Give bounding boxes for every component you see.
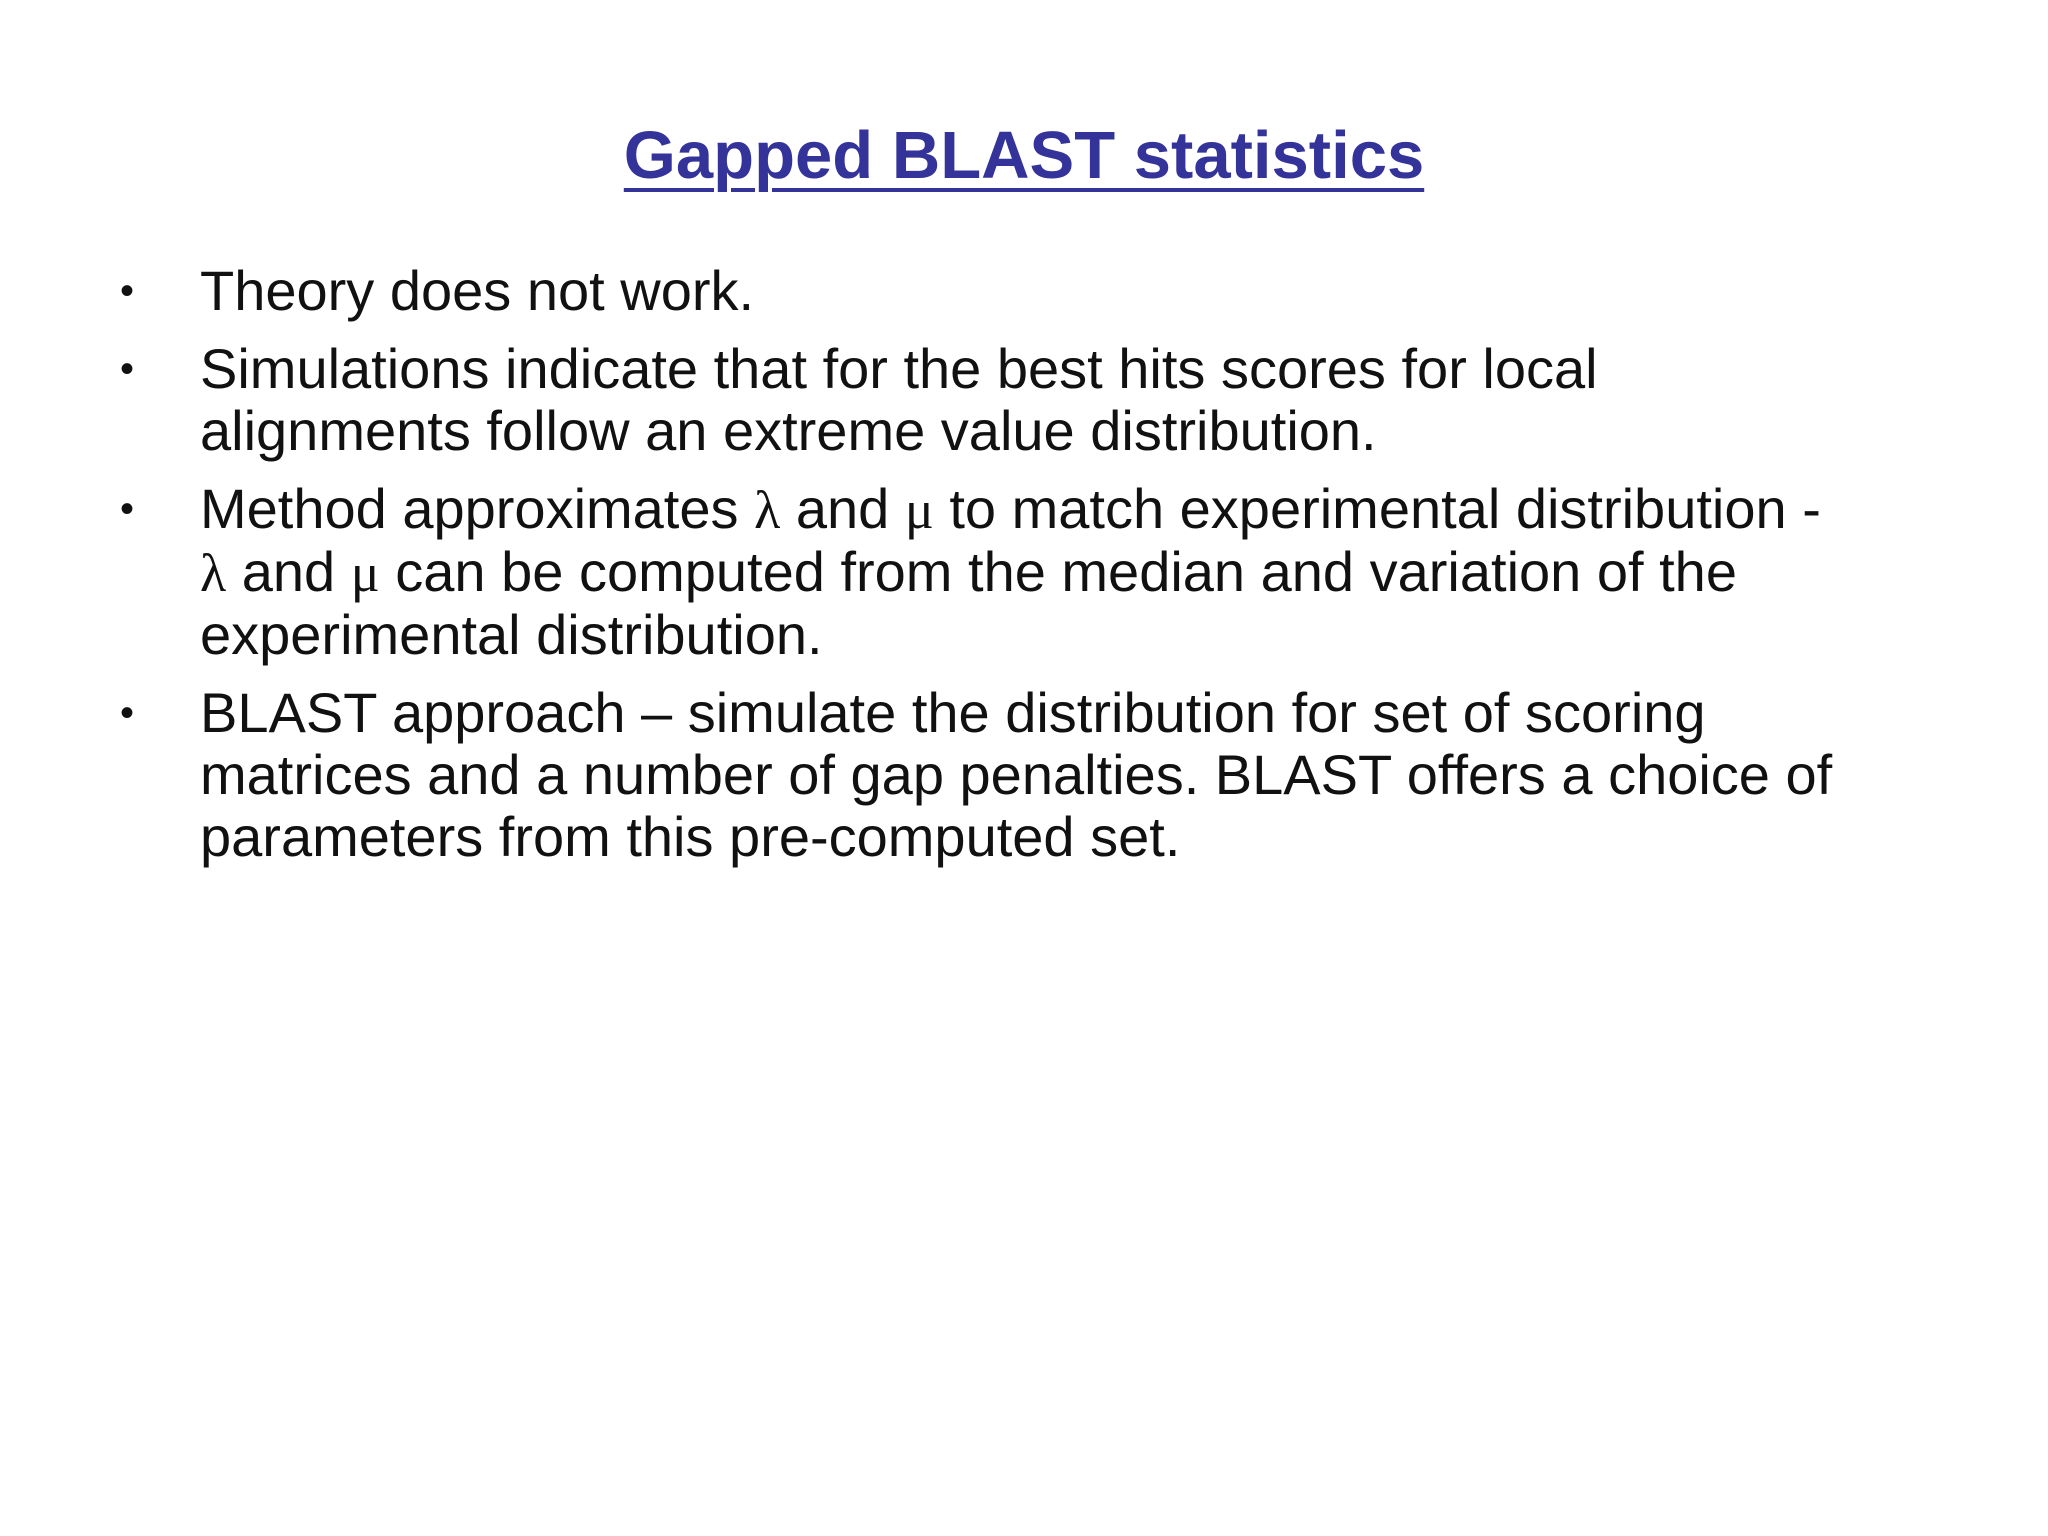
bullet-3-text-b: and [780,477,905,540]
bullet-3-text-d: and [226,540,351,603]
bullet-list [120,260,1940,884]
bullet-glyph: • [120,347,135,391]
mu-symbol: μ [350,543,380,603]
bullet-2-line-2: alignments follow an extreme value distribution. [200,399,1377,462]
bullet-3-line-2 [200,541,1940,604]
bullet-item-3 [120,478,1940,666]
lambda-symbol: λ [754,480,781,540]
bullet-3-line-1 [200,478,1940,541]
bullet-item-1 [120,260,1940,322]
bullet-4-line-2: matrices and a number of gap penalties. BLAST offers a choice of [200,743,1833,806]
bullet-glyph: • [120,487,135,531]
bullet-2-line-1: Simulations indicate that for the best hits scores for local [200,337,1598,400]
bullet-item-2 [120,338,1940,462]
bullet-1-line-1: Theory does not work. [200,259,755,322]
bullet-3-text-a: Method approximates [200,477,755,540]
bullet-4-line-1: BLAST approach – simulate the distribution for set of scoring [200,681,1706,744]
bullet-4-line-3: parameters from this pre-computed set. [200,805,1181,868]
bullet-3-line-3: experimental distribution. [200,603,823,666]
mu-symbol: μ [904,480,934,540]
bullet-3-text-e: can be computed from the median and variation of the [379,540,1737,603]
bullet-glyph: • [120,269,135,313]
lambda-symbol: λ [200,543,227,603]
bullet-item-4 [120,682,1940,868]
bullet-3-text-c: to match experimental distribution - [933,477,1821,540]
slide-title: Gapped BLAST statistics [623,118,1425,193]
bullet-glyph: • [120,691,135,735]
